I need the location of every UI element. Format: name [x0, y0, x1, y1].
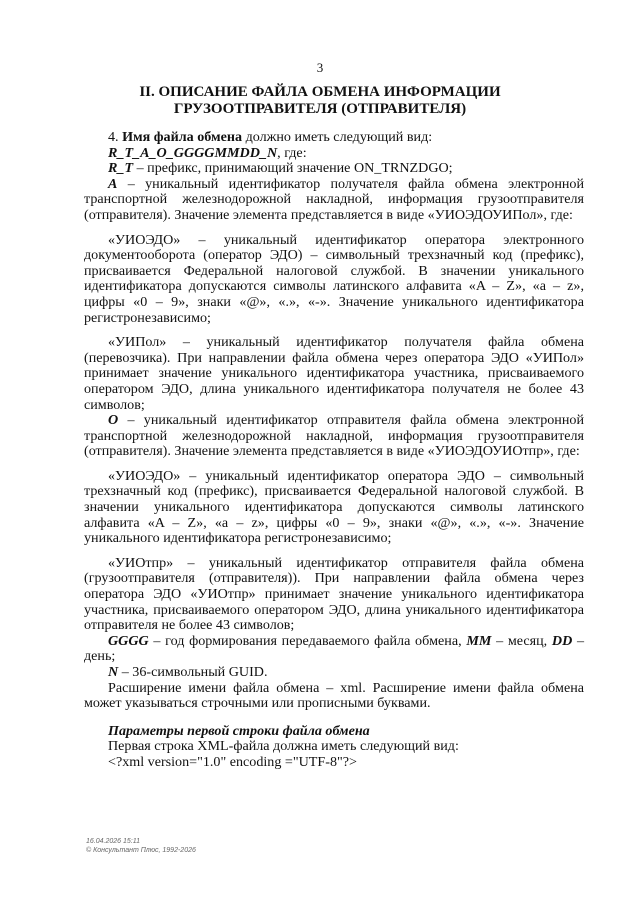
paragraph-recipient-uid: «УИПол» – уникальный идентификатор получателя файла обмена (перевозчика). При направлении файла обмена через оператора ЭДО «УИПол» принимает значение уникального идентификатора участника, присваиваемого оператором ЭДО, длина уникального идентификатора получателя не более 43 символов; — [84, 334, 584, 413]
paragraph-text: – год формирования передаваемого файла обмена, — [148, 632, 467, 649]
page-number: 3 — [316, 60, 324, 75]
term-day: DD — [551, 632, 573, 649]
term-year: GGGG — [108, 632, 149, 649]
footer-source: © Консультант Плюс, 1992-2026 — [86, 847, 196, 854]
term-prefix: R_T — [108, 160, 134, 177]
paragraph-first-line-intro: Первая строка XML-файла должна иметь следующий вид: — [108, 738, 459, 755]
paragraph-recipient-id — [84, 177, 584, 224]
paragraph-file-name-intro — [84, 130, 584, 146]
paragraph-text: должно иметь следующий вид: — [242, 129, 433, 145]
section-title-line-2: ГРУЗООТПРАВИТЕЛЯ (ОТПРАВИТЕЛЯ) — [173, 101, 467, 117]
file-name-pattern: R_T_A_O_GGGGMMDD_N — [108, 144, 278, 161]
term-month: MM — [466, 632, 492, 649]
paragraph-date-parts — [84, 634, 584, 665]
paragraph-prefix — [84, 161, 584, 177]
paragraph-sender-uid: «УИОтпр» – уникальный идентификатор отправителя файла обмена (грузоотправителя (отправителя)). При направлении файла обмена через оператора ЭДО «УИОтпр» принимает значение уникального идентификатора участника, присваиваемого оператором ЭДО, длина уникального идентификатора отправителя не более 43 символов; — [84, 554, 584, 634]
paragraph-edo-operator-id: «УИОЭДО» – уникальный идентификатор оператора электронного документооборота (оператор ЭДО) – символьный трехзначный код (префикс), присваивается Федеральной налоговой службой. В значении уникального идентификатора допускаются символы латинского алфавита «A – Z», «a – z», цифры «0 – 9», знаки «@», «.», «-». Значение уникального идентификатора регистронезависимо; — [84, 231, 584, 326]
paragraph-text: – префикс, принимающий значение ON_TRNZDGO; — [133, 160, 453, 177]
paragraph-text: – день; — [84, 632, 584, 665]
paragraph-text: – уникальный идентификатор получателя файла обмена электронной транспортной железнодорожной накладной, информация грузоотправителя (отправителя). Значение элемента представляется в виде «УИОЭДОУИПол», где: — [84, 175, 584, 223]
document-body — [84, 130, 584, 771]
term-guid: N — [108, 664, 119, 680]
term-file-name: Имя файла обмена — [122, 129, 243, 145]
section-title-line-1: II. ОПИСАНИЕ ФАЙЛА ОБМЕНА ИНФОРМАЦИИ — [139, 84, 501, 100]
paragraph-file-extension: Расширение имени файла обмена – xml. Расширение имени файла обмена может указываться строчными или прописными буквами. — [84, 679, 584, 712]
print-footer — [86, 837, 196, 855]
paragraph-edo-operator-id-2: «УИОЭДО» – уникальный идентификатор оператора ЭДО – символьный трехзначный код (префикс), присваивается Федеральной налоговой службой. В значении уникального идентификатора допускаются символы латинского алфавита «A – Z», «a – z», цифры «0 – 9», знаки «@», «.», «-». Значение уникального идентификатора регистронезависимо; — [84, 467, 584, 547]
paragraph-text: , где: — [277, 144, 307, 161]
term-recipient: A — [108, 175, 118, 192]
item-number: 4. — [108, 129, 123, 145]
paragraph-guid — [84, 665, 584, 681]
paragraph-text: – месяц, — [491, 632, 552, 649]
paragraph-sender-id — [84, 413, 584, 460]
subheading-first-line-params: Параметры первой строки файла обмена — [108, 722, 370, 739]
section-title — [60, 84, 580, 118]
paragraph-file-name-pattern — [84, 146, 584, 162]
footer-timestamp: 16.04.2026 15:11 — [86, 838, 140, 845]
xml-declaration-line: <?xml version="1.0" encoding ="UTF-8"?> — [108, 753, 357, 770]
paragraph-text: – уникальный идентификатор отправителя файла обмена электронной транспортной железнодорожной накладной, информация грузоотправителя (отправителя). Значение элемента представляется в виде «УИОЭДОУИОтпр», где: — [84, 412, 584, 460]
paragraph-text: – 36-символьный GUID. — [118, 664, 268, 680]
term-sender: O — [108, 412, 119, 429]
